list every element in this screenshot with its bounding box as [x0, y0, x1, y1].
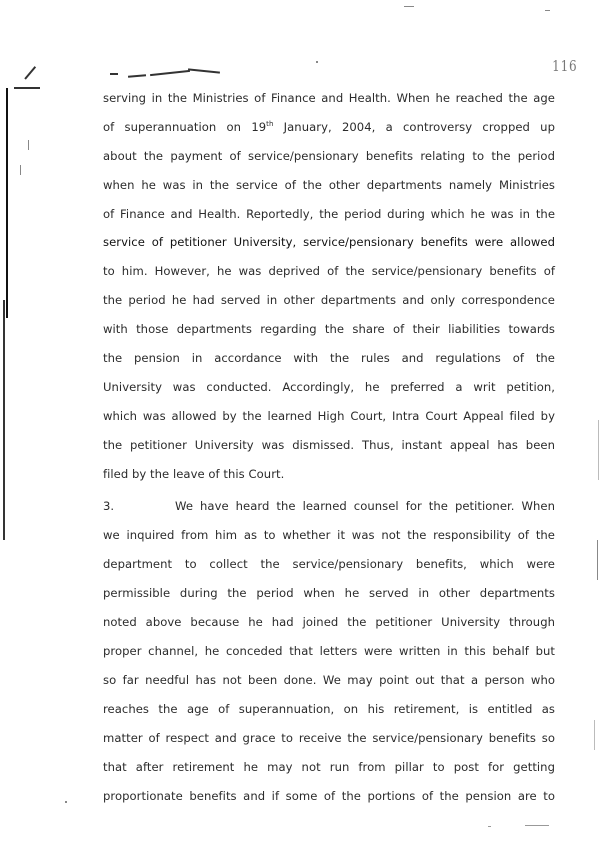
scan-speck — [28, 140, 29, 150]
text-line: reaches the age of superannuation, on his retirement, is entitled as — [103, 702, 555, 716]
text-segment: January, 2004, a controversy cropped up — [273, 120, 555, 134]
text-line: matter of respect and grace to receive the service/pensionary benefits so — [103, 731, 555, 745]
text-line: proportionate benefits and if some of the portions of the pension are to — [103, 789, 555, 803]
scan-speck — [316, 61, 318, 63]
text-line: when he was in the service of the other departments namely Ministries — [103, 178, 555, 192]
text-line: the pension in accordance with the rules and regulations of the — [103, 351, 555, 365]
scan-speck — [545, 10, 550, 11]
text-line: the period he had served in other departments and only correspondence — [103, 293, 555, 307]
text-line: filed by the leave of this Court. — [103, 467, 285, 481]
handwritten-mark — [128, 74, 146, 77]
handwritten-mark — [110, 73, 118, 75]
text-line: of Finance and Health. Reportedly, the period during which he was in the — [103, 207, 555, 221]
text-line: proper channel, he conceded that letters were written in this behalf but — [103, 644, 555, 658]
paragraph-number: 3. — [103, 499, 115, 513]
text-line: department to collect the service/pensionary benefits, which were — [103, 557, 555, 571]
page-number: 116 — [552, 57, 578, 75]
handwritten-mark — [188, 68, 220, 73]
scan-speck — [525, 825, 549, 826]
text-line: we inquired from him as to whether it was not the responsibility of the — [103, 528, 555, 542]
text-line: permissible during the period when he served in other departments — [103, 586, 555, 600]
scan-margin-line — [6, 88, 8, 318]
text-line: that after retirement he may not run from pillar to post for getting — [103, 760, 555, 774]
paragraph-3-first-line — [103, 497, 555, 515]
scan-speck — [65, 801, 67, 803]
text-line: about the payment of service/pensionary benefits relating to the period — [103, 149, 555, 163]
text-line: so far needful has not been done. We may point out that a person who — [103, 673, 555, 687]
scan-speck — [597, 540, 598, 580]
text-line — [103, 118, 555, 136]
scan-speck — [594, 720, 595, 750]
text-segment: of superannuation on 19 — [103, 120, 267, 134]
text-line: the petitioner University was dismissed. Thus, instant appeal has been — [103, 438, 555, 452]
handwritten-mark — [24, 66, 35, 79]
handwritten-mark — [150, 70, 190, 76]
text-line: service of petitioner University, service/pensionary benefits were allowed — [103, 235, 555, 249]
ordinal-suffix: th — [266, 120, 274, 128]
scan-speck — [404, 6, 414, 7]
text-line: to him. However, he was deprived of the service/pensionary benefits of — [103, 264, 555, 278]
scan-speck — [488, 826, 491, 827]
text-line: with those departments regarding the share of their liabilities towards — [103, 322, 555, 336]
text-line: serving in the Ministries of Finance and Health. When he reached the age — [103, 91, 555, 105]
handwritten-mark — [14, 87, 40, 89]
text-line: which was allowed by the learned High Court, Intra Court Appeal filed by — [103, 409, 555, 423]
text-line: University was conducted. Accordingly, he preferred a writ petition, — [103, 380, 555, 394]
scan-speck — [20, 165, 21, 175]
scan-speck — [598, 420, 599, 480]
scan-margin-line — [3, 300, 5, 540]
text-line: noted above because he had joined the petitioner University through — [103, 615, 555, 629]
text-segment: We have heard the learned counsel for the petitioner. When — [175, 499, 555, 513]
